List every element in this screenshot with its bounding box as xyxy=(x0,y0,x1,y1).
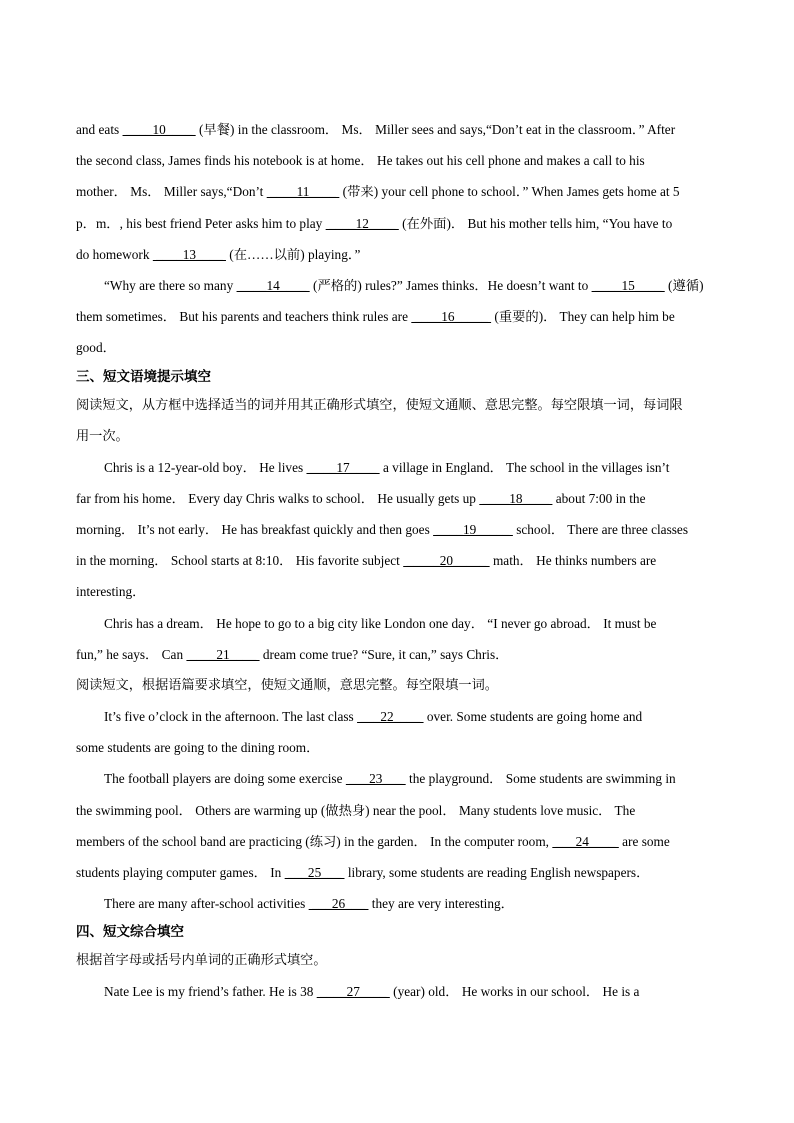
blank-21[interactable]: ____21____ xyxy=(186,646,260,662)
blank-24[interactable]: ___24____ xyxy=(552,833,619,849)
s3p2-line1: Chris has a dream． He hope to go to a big city like London one day． “I never go abroad． It must be xyxy=(104,615,657,631)
blank-13[interactable]: ____13____ xyxy=(152,246,226,262)
blank-27[interactable]: ____27____ xyxy=(316,984,390,1000)
s3p3-line2: some students are going to the dining room． xyxy=(76,740,320,756)
passage1-line4: p．m．, his best friend Peter asks him to play ____12____ (在外面)． But his mother tells him, “You have to xyxy=(76,215,673,231)
section4-instruction: 根据首字母或括号内单词的正确形式填空。 xyxy=(76,953,327,969)
s3p4-line2: the swimming pool． Others are warming up (做热身) near the pool． Many students love music． The xyxy=(76,802,636,818)
s3p3-line1: It’s five o’clock in the afternoon. The last class ___22____ over. Some students are going home and xyxy=(104,709,643,725)
worksheet-content xyxy=(76,114,720,1008)
section3-instruction1-line1: 阅读短文，从方框中选择适当的词并用其正确形式填空，使短文通顺、意思完整。每空限填一词，每词限 xyxy=(76,397,683,413)
passage1-line2: the second class, James finds his notebook is at home． He takes out his cell phone and makes a call to his xyxy=(76,153,645,169)
blank-11[interactable]: ____11____ xyxy=(266,184,340,200)
passage1-line8: good． xyxy=(76,340,116,356)
s3p5-line1: There are many after-school activities ___26___ they are very interesting． xyxy=(104,896,514,912)
blank-23[interactable]: ___23___ xyxy=(345,771,406,787)
s3p4-line1: The football players are doing some exercise ___23___ the playground． Some students are swimming in xyxy=(104,771,676,787)
blank-20[interactable]: _____20_____ xyxy=(403,553,490,569)
s3p1-line4: in the morning． School starts at 8:10． His favorite subject _____20_____ math． He thinks numbers are xyxy=(76,553,657,569)
blank-15[interactable]: ____15____ xyxy=(591,278,665,294)
blank-26[interactable]: ___26___ xyxy=(308,896,369,912)
blank-12[interactable]: ____12____ xyxy=(325,215,399,231)
section4-heading: 四、短文综合填空 xyxy=(76,924,184,941)
s3p1-line2: far from his home． Every day Chris walks to school． He usually gets up ____18____ about 7:00 in the xyxy=(76,490,646,506)
blank-25[interactable]: ___25___ xyxy=(284,865,345,881)
s3p1-line5: interesting． xyxy=(76,584,146,600)
blank-16[interactable]: ____16_____ xyxy=(411,309,492,325)
passage1-line5: do homework ____13____ (在……以前) playing．” xyxy=(76,246,361,262)
passage1-line6: “Why are there so many ____14____ (严格的) rules?” James thinks．He doesn’t want to ____15____ (遵循) xyxy=(104,278,704,294)
s4p1-line1: Nate Lee is my friend’s father. He is 38 ____27____ (year) old． He works in our school． He is a xyxy=(104,984,640,1000)
s3p4-line3: members of the school band are practicing (练习) in the garden． In the computer room, ___24____ are some xyxy=(76,833,670,849)
blank-22[interactable]: ___22____ xyxy=(357,709,424,725)
passage1-line7: them sometimes． But his parents and teachers think rules are ____16_____ (重要的)． They can help him be xyxy=(76,309,675,325)
blank-14[interactable]: ____14____ xyxy=(236,278,310,294)
section3-instruction2: 阅读短文，根据语篇要求填空，使短文通顺，意思完整。每空限填一词。 xyxy=(76,678,498,694)
section3-instruction1-line2: 用一次。 xyxy=(76,428,129,444)
blank-17[interactable]: ____17____ xyxy=(306,459,380,475)
s3p4-line4: students playing computer games． In ___25___ library, some students are reading English newspapers． xyxy=(76,865,650,881)
blank-10[interactable]: ____10____ xyxy=(122,122,196,137)
s3p1-line1: Chris is a 12-year-old boy． He lives ____17____ a village in England． The school in the villages isn’t xyxy=(104,459,670,475)
s3p1-line3: morning． It’s not early． He has breakfast quickly and then goes ____19_____ school． There are three classes xyxy=(76,522,689,538)
blank-18[interactable]: ____18____ xyxy=(479,490,553,506)
passage1-line1: and eats ____10____ (早餐) in the classroom． Ms． Miller sees and says,“Don’t eat in the classroom．” After xyxy=(76,122,676,137)
section3-heading: 三、短文语境提示填空 xyxy=(76,368,211,385)
s3p2-line2: fun,” he says． Can ____21____ dream come true? “Sure, it can,” says Chris． xyxy=(76,646,509,662)
passage1-line3: mother． Ms． Miller says,“Don’t ____11____ (带来) your cell phone to school．” When James gets home at 5 xyxy=(76,184,680,200)
blank-19[interactable]: ____19_____ xyxy=(433,522,513,538)
